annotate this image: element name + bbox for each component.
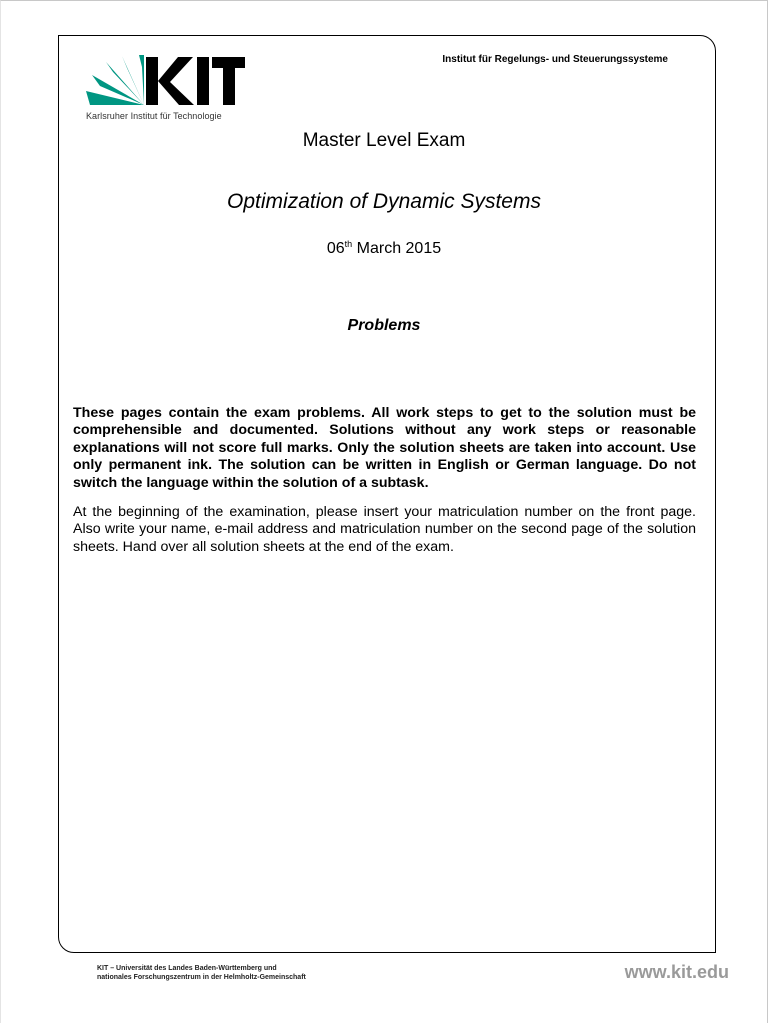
course-title: Optimization of Dynamic Systems: [227, 190, 541, 213]
exam-level: Master Level Exam: [302, 130, 466, 151]
instructions: [73, 405, 696, 568]
rules-paragraph: These pages contain the exam problems. All work steps to get to the solution must be comprehensible and documented. Solutions without any work steps or reasonable explanations will not score full marks. Only the solution sheets are taken into account. Use only permanent ink. The solution can be written in English or German language. Do not switch the language within the solution of a subtask.: [73, 405, 696, 491]
logo-subtitle: Karlsruher Institut für Technologie: [86, 111, 222, 121]
exam-date: [0, 240, 768, 258]
instructions-paragraph: At the beginning of the examination, please insert your matriculation number on the front page. Also write your name, e-mail address and matriculation number on the second page of the solution sheets. Hand over all solution sheets at the end of the exam.: [73, 504, 696, 555]
institute-name: Institut für Regelungs- und Steuerungssysteme: [442, 54, 668, 65]
date-rest: March 2015: [352, 240, 442, 257]
section-heading: Problems: [347, 317, 421, 334]
footer-legal: [97, 964, 306, 982]
date-suffix: th: [344, 239, 353, 249]
kit-logo: [86, 55, 246, 125]
footer-url: www.kit.edu: [624, 962, 729, 982]
kit-logo-icon: [86, 55, 246, 107]
footer-line-2: nationales Forschungszentrum in der Helmholtz-Gemeinschaft: [97, 974, 306, 981]
footer-line-1: KIT – Universität des Landes Baden-Württemberg und: [97, 965, 277, 972]
date-day: 06: [326, 240, 345, 257]
